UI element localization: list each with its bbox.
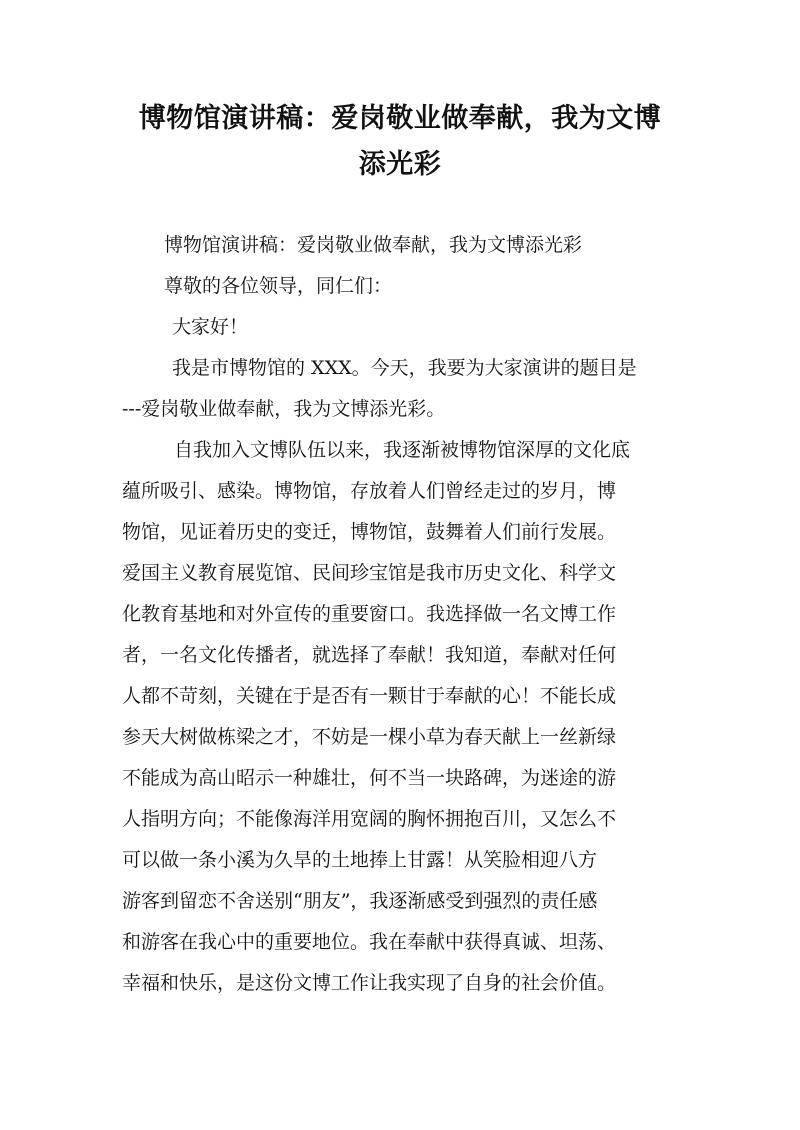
body-line: 尊敬的各位领导，同仁们：: [164, 275, 393, 297]
body-line: 化教育基地和对外宣传的重要窗口。我选择做一名文博工作: [122, 603, 617, 625]
title-line-1: 博物馆演讲稿：爱岗敬业做奉献，我为文博: [138, 103, 662, 134]
body-line: 我是市博物馆的 XXX。今天，我要为大家演讲的题目是: [172, 357, 637, 379]
body-line: 游客到留恋不舍送别“朋友”，我逐渐感受到强烈的责任感: [122, 890, 598, 912]
document-title: [110, 96, 690, 188]
body-line: 自我加入文博队伍以来，我逐渐被博物馆深厚的文化底: [174, 439, 631, 461]
body-line: 蕴所吸引、感染。博物馆，存放着人们曾经走过的岁月，博: [122, 480, 617, 502]
body-line: 者，一名文化传播者，就选择了奉献！我知道，奉献对任何: [122, 644, 617, 666]
body-line: 人都不苛刻，关键在于是否有一颗甘于奉献的心！不能长成: [122, 685, 617, 707]
body-line: 可以做一条小溪为久旱的土地捧上甘露！从笑脸相迎八方: [122, 849, 598, 871]
body-line: 大家好！: [172, 316, 249, 338]
body-line: 人指明方向；不能像海洋用宽阔的胸怀拥抱百川，又怎么不: [122, 808, 617, 830]
body-line: 参天大树做栋梁之才，不妨是一棵小草为春天献上一丝新绿: [122, 726, 617, 748]
body-line: 博物馆演讲稿：爱岗敬业做奉献，我为文博添光彩: [164, 234, 583, 256]
document-body: [122, 225, 688, 1004]
body-line: 物馆，见证着历史的变迁，博物馆，鼓舞着人们前行发展。: [122, 521, 617, 543]
body-line: 不能成为高山昭示一种雄壮，何不当一块路碑，为迷途的游: [122, 767, 617, 789]
body-line: 幸福和快乐，是这份文博工作让我实现了自身的社会价值。: [122, 972, 617, 994]
body-line: ---爱岗敬业做奉献，我为文博添光彩。: [122, 398, 446, 420]
body-line: 和游客在我心中的重要地位。我在奉献中获得真诚、坦荡、: [122, 931, 617, 953]
title-line-2: 添光彩: [358, 149, 442, 180]
body-line: 爱国主义教育展览馆、民间珍宝馆是我市历史文化、科学文: [122, 562, 617, 584]
